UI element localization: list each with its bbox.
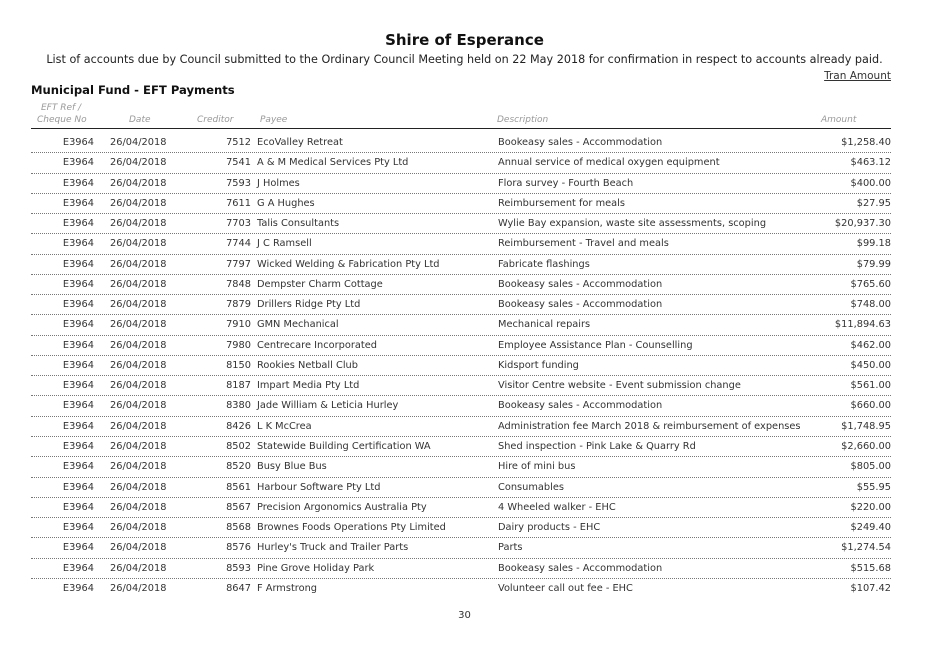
table-row bbox=[31, 214, 891, 234]
amount-cell: $660.00 bbox=[850, 400, 891, 412]
section-title: Municipal Fund - EFT Payments bbox=[31, 83, 235, 97]
description-cell: Reimbursement for meals bbox=[498, 197, 625, 209]
creditor-cell: 8502 bbox=[226, 440, 251, 452]
table-row bbox=[31, 275, 891, 295]
date-cell: 26/04/2018 bbox=[110, 197, 167, 209]
amount-cell: $400.00 bbox=[850, 177, 891, 189]
eft-ref-cell: E3964 bbox=[62, 278, 94, 290]
table-row bbox=[31, 153, 891, 173]
creditor-cell: 8561 bbox=[226, 481, 251, 493]
creditor-cell: 7797 bbox=[226, 258, 251, 270]
table-row bbox=[31, 174, 891, 194]
date-cell: 26/04/2018 bbox=[110, 440, 167, 452]
date-cell: 26/04/2018 bbox=[110, 278, 167, 290]
date-cell: 26/04/2018 bbox=[110, 299, 167, 311]
creditor-cell: 8593 bbox=[226, 562, 251, 574]
table-row bbox=[31, 417, 891, 437]
amount-cell: $249.40 bbox=[850, 522, 891, 534]
page-number: 30 bbox=[458, 610, 471, 621]
table-row bbox=[31, 234, 891, 254]
payee-cell: Hurley's Truck and Trailer Parts bbox=[257, 542, 409, 554]
description-cell: Parts bbox=[498, 542, 523, 554]
amount-cell: $220.00 bbox=[850, 501, 891, 513]
creditor-cell: 8187 bbox=[226, 380, 251, 392]
amount-cell: $2,660.00 bbox=[841, 440, 891, 452]
eft-ref-cell: E3964 bbox=[62, 299, 94, 311]
header-eft-ref: EFT Ref / bbox=[41, 103, 82, 113]
date-cell: 26/04/2018 bbox=[110, 157, 167, 169]
creditor-cell: 8380 bbox=[226, 400, 251, 412]
amount-cell: $99.18 bbox=[856, 238, 891, 250]
creditor-cell: 7744 bbox=[226, 238, 251, 250]
header-cheque-no: Cheque No bbox=[37, 115, 87, 125]
amount-cell: $515.68 bbox=[850, 562, 891, 574]
amount-cell: $1,748.95 bbox=[841, 420, 891, 432]
header-description: Description bbox=[497, 115, 549, 125]
creditor-cell: 7512 bbox=[226, 137, 251, 148]
creditor-cell: 8576 bbox=[226, 542, 251, 554]
eft-ref-cell: E3964 bbox=[62, 501, 94, 513]
payee-cell: Brownes Foods Operations Pty Limited bbox=[257, 522, 446, 534]
document-title: Shire of Esperance bbox=[385, 31, 544, 49]
table-row bbox=[31, 194, 891, 214]
payee-cell: F Armstrong bbox=[257, 582, 318, 594]
date-cell: 26/04/2018 bbox=[110, 481, 167, 493]
amount-cell: $748.00 bbox=[850, 299, 891, 311]
date-cell: 26/04/2018 bbox=[110, 522, 167, 534]
description-cell: Bookeasy sales - Accommodation bbox=[498, 400, 663, 412]
date-cell: 26/04/2018 bbox=[110, 400, 167, 412]
date-cell: 26/04/2018 bbox=[110, 137, 167, 148]
payee-cell: G A Hughes bbox=[257, 197, 315, 209]
eft-ref-cell: E3964 bbox=[62, 400, 94, 412]
eft-ref-cell: E3964 bbox=[62, 380, 94, 392]
description-cell: Visitor Centre website - Event submission change bbox=[498, 380, 741, 392]
description-cell: Annual service of medical oxygen equipment bbox=[498, 157, 720, 169]
creditor-cell: 7879 bbox=[226, 299, 251, 311]
payee-cell: Precision Argonomics Australia Pty bbox=[257, 501, 427, 513]
eft-ref-cell: E3964 bbox=[62, 137, 94, 148]
header-divider bbox=[31, 128, 891, 129]
date-cell: 26/04/2018 bbox=[110, 258, 167, 270]
table-row bbox=[31, 133, 891, 153]
payee-cell: Dempster Charm Cottage bbox=[257, 278, 383, 290]
header-creditor: Creditor bbox=[197, 115, 234, 125]
table-row bbox=[31, 579, 891, 599]
payee-cell: J Holmes bbox=[257, 177, 300, 189]
creditor-cell: 8150 bbox=[226, 359, 251, 371]
amount-cell: $450.00 bbox=[850, 359, 891, 371]
amount-cell: $463.12 bbox=[850, 157, 891, 169]
creditor-cell: 7980 bbox=[226, 339, 251, 351]
document-subtitle: List of accounts due by Council submitted to the Ordinary Council Meeting held on 22 May 2018 for confirmation in respect to accounts already paid. bbox=[46, 53, 883, 66]
table-row bbox=[31, 315, 891, 335]
eft-ref-cell: E3964 bbox=[62, 359, 94, 371]
description-cell: Shed inspection - Pink Lake & Quarry Rd bbox=[498, 440, 696, 452]
creditor-cell: 7848 bbox=[226, 278, 251, 290]
description-cell: Hire of mini bus bbox=[498, 461, 576, 473]
creditor-cell: 7593 bbox=[226, 177, 251, 189]
table-row bbox=[31, 538, 891, 558]
creditor-cell: 7910 bbox=[226, 319, 251, 331]
description-cell: Bookeasy sales - Accommodation bbox=[498, 137, 663, 148]
table-row bbox=[31, 376, 891, 396]
payee-cell: Impart Media Pty Ltd bbox=[257, 380, 360, 392]
date-cell: 26/04/2018 bbox=[110, 461, 167, 473]
payee-cell: Wicked Welding & Fabrication Pty Ltd bbox=[257, 258, 440, 270]
description-cell: Employee Assistance Plan - Counselling bbox=[498, 339, 693, 351]
date-cell: 26/04/2018 bbox=[110, 380, 167, 392]
description-cell: Bookeasy sales - Accommodation bbox=[498, 299, 663, 311]
description-cell: Wylie Bay expansion, waste site assessments, scoping bbox=[498, 218, 767, 230]
amount-cell: $20,937.30 bbox=[834, 218, 891, 230]
date-cell: 26/04/2018 bbox=[110, 542, 167, 554]
amount-cell: $805.00 bbox=[850, 461, 891, 473]
description-cell: Fabricate flashings bbox=[498, 258, 590, 270]
amount-cell: $107.42 bbox=[850, 582, 891, 594]
eft-ref-cell: E3964 bbox=[62, 582, 94, 594]
creditor-cell: 7611 bbox=[226, 197, 251, 209]
payments-table bbox=[31, 133, 891, 599]
date-cell: 26/04/2018 bbox=[110, 218, 167, 230]
table-row bbox=[31, 336, 891, 356]
description-cell: Mechanical repairs bbox=[498, 319, 591, 331]
eft-ref-cell: E3964 bbox=[62, 562, 94, 574]
date-cell: 26/04/2018 bbox=[110, 177, 167, 189]
table-row bbox=[31, 518, 891, 538]
description-cell: Flora survey - Fourth Beach bbox=[498, 177, 634, 189]
payee-cell: Statewide Building Certification WA bbox=[257, 440, 431, 452]
table-row bbox=[31, 295, 891, 315]
table-row bbox=[31, 356, 891, 376]
description-cell: Dairy products - EHC bbox=[498, 522, 601, 534]
creditor-cell: 8567 bbox=[226, 501, 251, 513]
date-cell: 26/04/2018 bbox=[110, 339, 167, 351]
eft-ref-cell: E3964 bbox=[62, 461, 94, 473]
eft-ref-cell: E3964 bbox=[62, 218, 94, 230]
header-payee: Payee bbox=[260, 115, 288, 125]
description-cell: Bookeasy sales - Accommodation bbox=[498, 278, 663, 290]
eft-ref-cell: E3964 bbox=[62, 319, 94, 331]
creditor-cell: 8520 bbox=[226, 461, 251, 473]
header-date: Date bbox=[129, 115, 151, 125]
table-row bbox=[31, 559, 891, 579]
payee-cell: Busy Blue Bus bbox=[257, 461, 327, 473]
creditor-cell: 7703 bbox=[226, 218, 251, 230]
eft-ref-cell: E3964 bbox=[62, 197, 94, 209]
description-cell: 4 Wheeled walker - EHC bbox=[498, 501, 616, 513]
eft-ref-cell: E3964 bbox=[62, 238, 94, 250]
payee-cell: Drillers Ridge Pty Ltd bbox=[257, 299, 361, 311]
eft-ref-cell: E3964 bbox=[62, 481, 94, 493]
description-cell: Consumables bbox=[498, 481, 564, 493]
table-row bbox=[31, 457, 891, 477]
creditor-cell: 8647 bbox=[226, 582, 251, 594]
eft-ref-cell: E3964 bbox=[62, 420, 94, 432]
amount-cell: $1,258.40 bbox=[841, 137, 891, 148]
payee-cell: Talis Consultants bbox=[257, 218, 340, 230]
payee-cell: Jade William & Leticia Hurley bbox=[257, 400, 399, 412]
eft-ref-cell: E3964 bbox=[62, 522, 94, 534]
tran-amount-label: Tran Amount bbox=[824, 70, 891, 82]
payee-cell: GMN Mechanical bbox=[257, 319, 339, 331]
payee-cell: A & M Medical Services Pty Ltd bbox=[257, 157, 409, 169]
amount-cell: $561.00 bbox=[850, 380, 891, 392]
creditor-cell: 8568 bbox=[226, 522, 251, 534]
eft-ref-cell: E3964 bbox=[62, 339, 94, 351]
description-cell: Administration fee March 2018 & reimbursement of expenses bbox=[498, 420, 801, 432]
payee-cell: Pine Grove Holiday Park bbox=[257, 562, 375, 574]
header-amount: Amount bbox=[821, 115, 857, 125]
date-cell: 26/04/2018 bbox=[110, 562, 167, 574]
eft-ref-cell: E3964 bbox=[62, 440, 94, 452]
table-row bbox=[31, 437, 891, 457]
description-cell: Volunteer call out fee - EHC bbox=[498, 582, 633, 594]
amount-cell: $55.95 bbox=[856, 481, 891, 493]
eft-ref-cell: E3964 bbox=[62, 177, 94, 189]
amount-cell: $765.60 bbox=[850, 278, 891, 290]
payee-cell: Harbour Software Pty Ltd bbox=[257, 481, 381, 493]
amount-cell: $11,894.63 bbox=[834, 319, 891, 331]
eft-ref-cell: E3964 bbox=[62, 258, 94, 270]
payee-cell: J C Ramsell bbox=[257, 238, 312, 250]
description-cell: Kidsport funding bbox=[498, 359, 579, 371]
table-row bbox=[31, 255, 891, 275]
date-cell: 26/04/2018 bbox=[110, 501, 167, 513]
description-cell: Reimbursement - Travel and meals bbox=[498, 238, 669, 250]
payee-cell: L K McCrea bbox=[257, 420, 312, 432]
payee-cell: Rookies Netball Club bbox=[257, 359, 358, 371]
description-cell: Bookeasy sales - Accommodation bbox=[498, 562, 663, 574]
table-row bbox=[31, 396, 891, 416]
amount-cell: $1,274.54 bbox=[841, 542, 891, 554]
date-cell: 26/04/2018 bbox=[110, 582, 167, 594]
amount-cell: $79.99 bbox=[856, 258, 891, 270]
creditor-cell: 8426 bbox=[226, 420, 251, 432]
table-row bbox=[31, 478, 891, 498]
amount-cell: $27.95 bbox=[856, 197, 891, 209]
payee-cell: Centrecare Incorporated bbox=[257, 339, 377, 351]
date-cell: 26/04/2018 bbox=[110, 238, 167, 250]
payee-cell: EcoValley Retreat bbox=[257, 137, 343, 148]
date-cell: 26/04/2018 bbox=[110, 319, 167, 331]
creditor-cell: 7541 bbox=[226, 157, 251, 169]
table-row bbox=[31, 498, 891, 518]
eft-ref-cell: E3964 bbox=[62, 542, 94, 554]
amount-cell: $462.00 bbox=[850, 339, 891, 351]
date-cell: 26/04/2018 bbox=[110, 359, 167, 371]
eft-ref-cell: E3964 bbox=[62, 157, 94, 169]
date-cell: 26/04/2018 bbox=[110, 420, 167, 432]
